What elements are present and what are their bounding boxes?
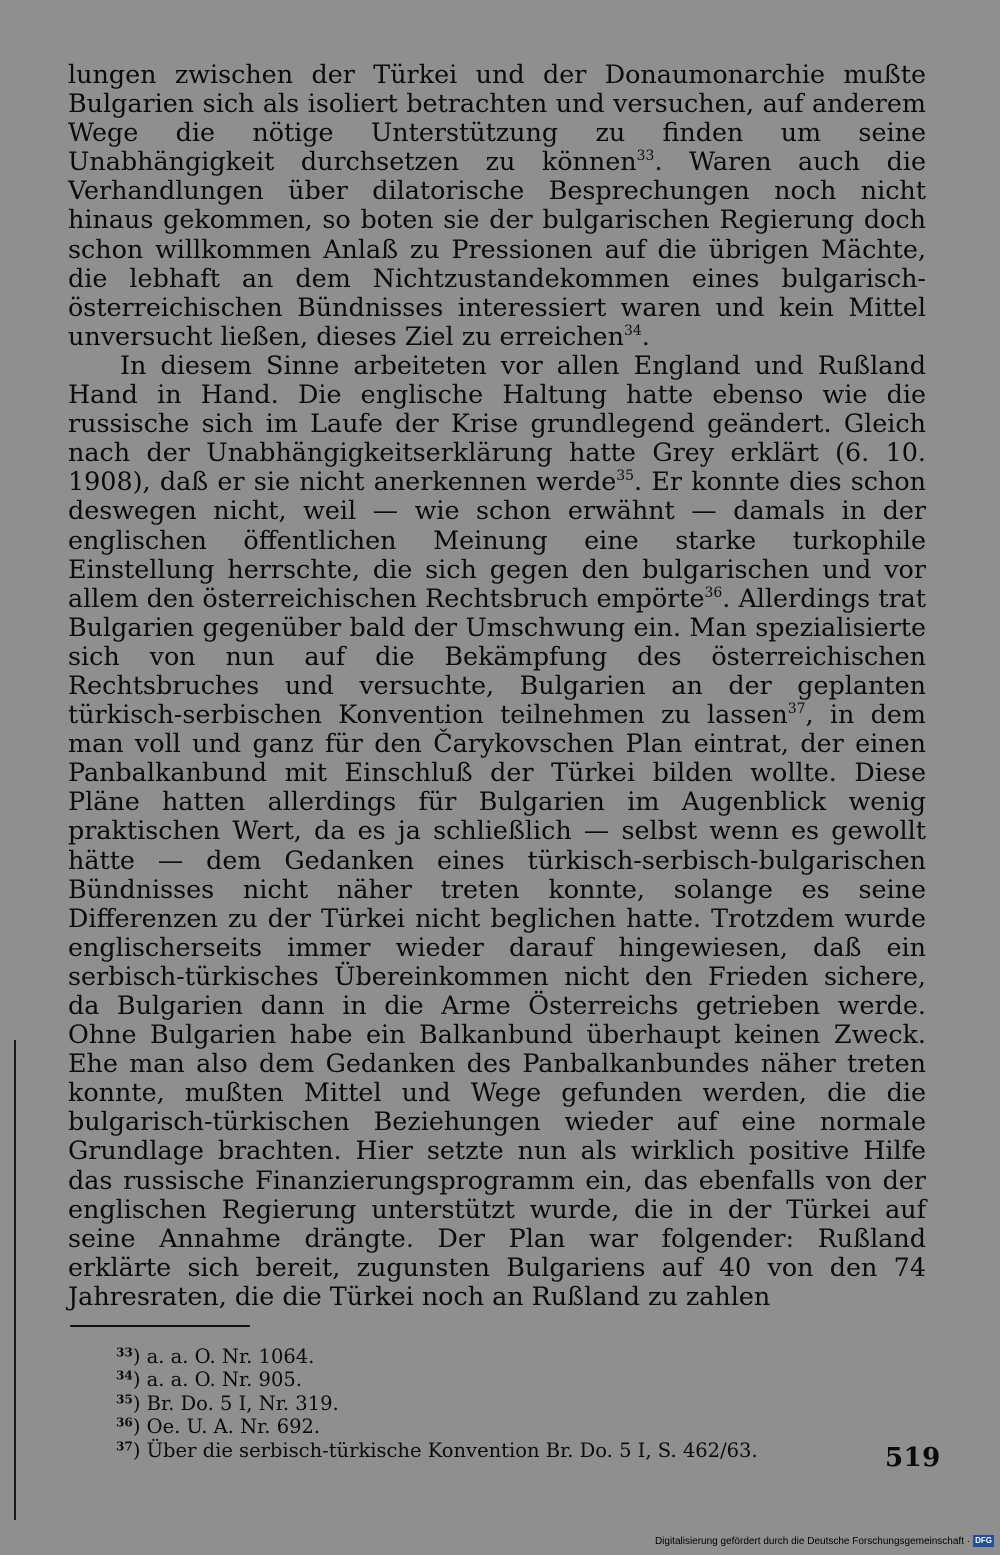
- footnote-37: $^{37}$) Über die serbisch-türkische Konvention Br. Do. 5 I, S. 462/63.: [116, 1438, 758, 1462]
- paragraph-text: , in dem man voll und ganz für den Čarykovschen Plan eintrat, der einen Panbalkanbund mit Einschluß der Türkei bilden wollte. Diese Pläne hatten allerdings für Bulgarien im Augenblick wenig praktischen Wert, da es ja schließlich — selbst wenn es gewollt hätte — dem Gedanken eines türkisch-serbisch-bulgarischen Bündnisses nicht näher treten konnte, solange es seine Differenzen zu der Türkei nicht beglichen hatte. Trotzdem wurde englischerseits immer wieder darauf hingewiesen, daß ein serbisch-türkisches Übereinkommen nicht den Frieden sichere, da Bulgarien dann in die Arme Österreichs getrieben werde. Ohne Bulgarien habe ein Balkanbund überhaupt keinen Zweck. Ehe man also dem Gedanken des Panbalkanbundes näher treten konnte, mußten Mittel und Wege gefunden werden, die die bulgarisch-türkischen Beziehungen wieder auf eine normale Grundlage brachten. Hier setzte nun als wirklich positive Hilfe das russische Finanzierungsprogramm ein, das ebenfalls von der englischen Regierung unterstützt wurde, die in der Türkei auf seine Annahme drängte. Der Plan war folgender: Rußland erklärte sich bereit, zugunsten Bulgariens auf 40 von den 74 Jahresraten, die die Türkei noch an Rußland zu zahlen: [68, 699, 926, 1311]
- footnote-text: Über die serbisch-türkische Konvention Br. Do. 5 I, S. 462/63.: [146, 1438, 758, 1462]
- footnotes: [68, 1345, 926, 1462]
- paragraph-text: . Er konnte dies schon deswegen nicht, weil — wie schon erwähnt — damals in der englischen öffentlichen Meinung eine starke turkophile Einstellung herrschte, die sich gegen den bulgarischen und vor allem den österreichischen Rechtsbruch empörte: [68, 466, 926, 613]
- footnote-ref-33[interactable]: 33: [636, 148, 655, 165]
- footnote-number: 36: [116, 1415, 133, 1430]
- digitization-credit: [655, 1535, 994, 1547]
- paragraph-1: [68, 60, 926, 351]
- footnote-ref-36[interactable]: 36: [704, 584, 723, 601]
- footnote-34: $^{34}$) a. a. O. Nr. 905.: [116, 1368, 302, 1392]
- paragraph-text: In diesem Sinne arbeiteten vor allen England und Rußland Hand in Hand. Die englische Haltung hatte ebenso wie die russische sich im Laufe der Krise grundlegend geändert. Gleich nach der Unabhängigkeitserklärung hatte Grey erklärt (6. 10. 1908), daß er sie nicht anerkennen werde: [68, 349, 926, 497]
- footnote-number: 33: [116, 1345, 133, 1360]
- footnote-ref-37[interactable]: 37: [787, 701, 806, 718]
- footnote-number: 37: [116, 1439, 133, 1454]
- footnote-text: a. a. O. Nr. 1064.: [146, 1345, 315, 1369]
- page-number: 519: [885, 1443, 941, 1473]
- credit-text: Digitalisierung gefördert durch die Deutsche Forschungsgemeinschaft ·: [654, 1535, 971, 1547]
- dfg-logo-icon: DFG: [975, 1536, 992, 1545]
- page-content: [68, 60, 926, 1462]
- footnote-number: 35: [116, 1392, 133, 1407]
- paragraph-text: . Allerdings trat Bulgarien gegenüber bald der Umschwung ein. Man spezialisierte sich von nun auf die Bekämpfung des österreichischen Rechtsbruches und versuchte, Bulgarien an der geplanten türkisch-serbischen Konvention teilnehmen zu lassen: [68, 582, 926, 730]
- paragraph-2: [68, 351, 926, 1311]
- paragraph-text: . Waren auch die Verhandlungen über dilatorische Besprechungen noch nicht hinaus gekommen, so boten sie der bulgarischen Regierung doch schon willkommen Anlaß zu Pressionen auf die übrigen Mächte, die lebhaft an dem Nichtzustandekommen eines bulgarisch-österreichischen Bündnisses interessiert waren und kein Mittel unversucht ließen, dieses Ziel zu erreichen: [68, 146, 926, 351]
- footnote-35: $^{35}$) Br. Do. 5 I, Nr. 319.: [116, 1391, 339, 1415]
- footnote-text: Br. Do. 5 I, Nr. 319.: [146, 1391, 339, 1415]
- footnote-separator: [70, 1325, 250, 1327]
- paragraph-text: lungen zwischen der Türkei und der Donaumonarchie mußte Bulgarien sich als isoliert betrachten und versuchen, auf anderem Wege die nötige Unterstützung zu finden um seine Unabhängigkeit durchsetzen zu können: [68, 59, 926, 177]
- footnote-ref-35[interactable]: 35: [616, 468, 635, 485]
- footnote-ref-34[interactable]: 34: [623, 323, 642, 340]
- footnote-text: a. a. O. Nr. 905.: [146, 1368, 302, 1392]
- left-margin-line: [14, 1040, 16, 1520]
- paragraph-text: .: [641, 320, 650, 351]
- footnote-33: $^{33}$) a. a. O. Nr. 1064.: [116, 1345, 315, 1369]
- footnote-number: 34: [116, 1368, 133, 1383]
- footnote-text: Oe. U. A. Nr. 692.: [146, 1415, 321, 1439]
- footnote-36: $^{36}$) Oe. U. A. Nr. 692.: [116, 1415, 321, 1439]
